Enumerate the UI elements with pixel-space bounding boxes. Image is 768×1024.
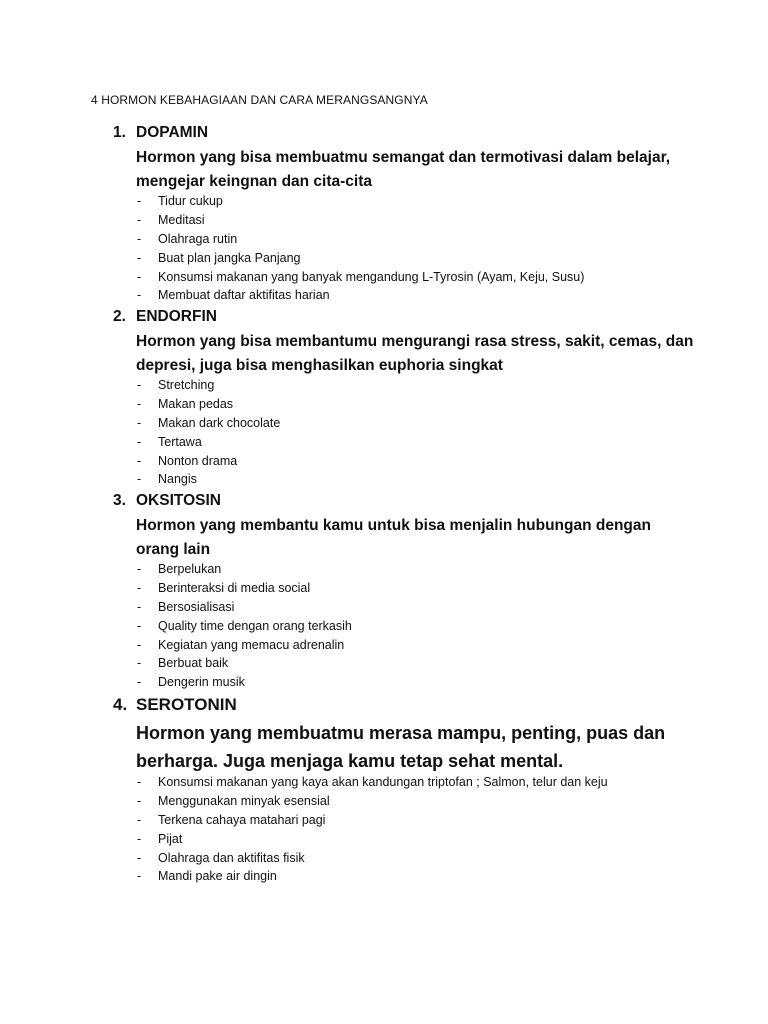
bullet-dash: - [137, 831, 142, 846]
bullet-dash: - [137, 194, 142, 208]
bullet-dash: - [137, 434, 142, 449]
bullet-dash: - [137, 415, 142, 430]
section-description: Hormon yang bisa membuatmu semangat dan termotivasi dalam belajar, mengejar keingnan dan cita-cita [136, 149, 671, 190]
item-text: Meditasi [158, 212, 205, 227]
section-number: 1. [113, 124, 126, 141]
bullet-dash: - [137, 453, 142, 468]
item-text: Nangis [158, 472, 197, 487]
bullet-dash: - [137, 231, 142, 246]
section-description: Hormon yang bisa membantumu mengurangi rasa stress, sakit, cemas, dan depresi, juga bisa menghasilkan euphoria singkat [136, 333, 694, 374]
bullet-dash: - [137, 812, 142, 827]
item-text: Konsumsi makanan yang kaya akan kandungan triptofan ; Salmon, telur dan keju [158, 775, 608, 789]
bullet-dash: - [137, 212, 142, 227]
item-text: Makan dark chocolate [158, 415, 281, 430]
section-heading: SEROTONIN [136, 695, 237, 714]
bullet-dash: - [137, 850, 142, 865]
item-text: Dengerin musik [158, 675, 245, 690]
item-text: Buat plan jangka Panjang [158, 250, 301, 265]
item-text: Membuat daftar aktifitas harian [158, 288, 330, 303]
section-description: Hormon yang membantu kamu untuk bisa menjalin hubungan dengan orang lain [136, 517, 651, 558]
item-text: Stretching [158, 378, 215, 392]
bullet-dash: - [137, 562, 142, 576]
section-heading: OKSITOSIN [136, 492, 221, 509]
item-text: Bersosialisasi [158, 599, 235, 614]
bullet-dash: - [137, 378, 142, 392]
section-description: Hormon yang membuatmu merasa mampu, penting, puas dan berharga. Juga menjaga kamu tetap sehat mental. [136, 723, 666, 771]
bullet-dash: - [137, 396, 142, 411]
item-text: Terkena cahaya matahari pagi [158, 812, 326, 827]
bullet-dash: - [137, 675, 142, 690]
bullet-dash: - [137, 793, 142, 808]
item-text: Menggunakan minyak esensial [158, 793, 330, 808]
bullet-dash: - [137, 472, 142, 487]
bullet-dash: - [137, 580, 142, 595]
item-text: Berbuat baik [158, 656, 229, 671]
section-heading: ENDORFIN [136, 308, 217, 325]
bullet-dash: - [137, 775, 142, 789]
item-text: Berinteraksi di media social [158, 580, 311, 595]
item-text: Pijat [158, 831, 183, 846]
bullet-dash: - [137, 618, 142, 633]
item-text: Quality time dengan orang terkasih [158, 618, 352, 633]
item-text: Olahraga rutin [158, 231, 238, 246]
bullet-dash: - [137, 637, 142, 652]
section-number: 4. [113, 695, 128, 714]
section-heading: DOPAMIN [136, 124, 209, 141]
item-text: Olahraga dan aktifitas fisik [158, 850, 305, 865]
item-text: Kegiatan yang memacu adrenalin [158, 637, 345, 652]
bullet-dash: - [137, 250, 142, 265]
bullet-dash: - [137, 269, 142, 284]
bullet-dash: - [137, 599, 142, 614]
item-text: Konsumsi makanan yang banyak mengandung L-Tyrosin (Ayam, Keju, Susu) [158, 269, 585, 284]
item-text: Mandi pake air dingin [158, 869, 277, 884]
item-text: Berpelukan [158, 562, 222, 576]
item-text: Tertawa [158, 434, 202, 449]
item-text: Tidur cukup [158, 194, 223, 208]
document-title: 4 HORMON KEBAHAGIAAN DAN CARA MERANGSANGNYA [91, 93, 428, 107]
bullet-dash: - [137, 869, 142, 884]
bullet-dash: - [137, 656, 142, 671]
section-number: 2. [113, 308, 126, 325]
item-text: Makan pedas [158, 396, 234, 411]
item-text: Nonton drama [158, 453, 238, 468]
bullet-dash: - [137, 288, 142, 303]
section-number: 3. [113, 492, 126, 509]
